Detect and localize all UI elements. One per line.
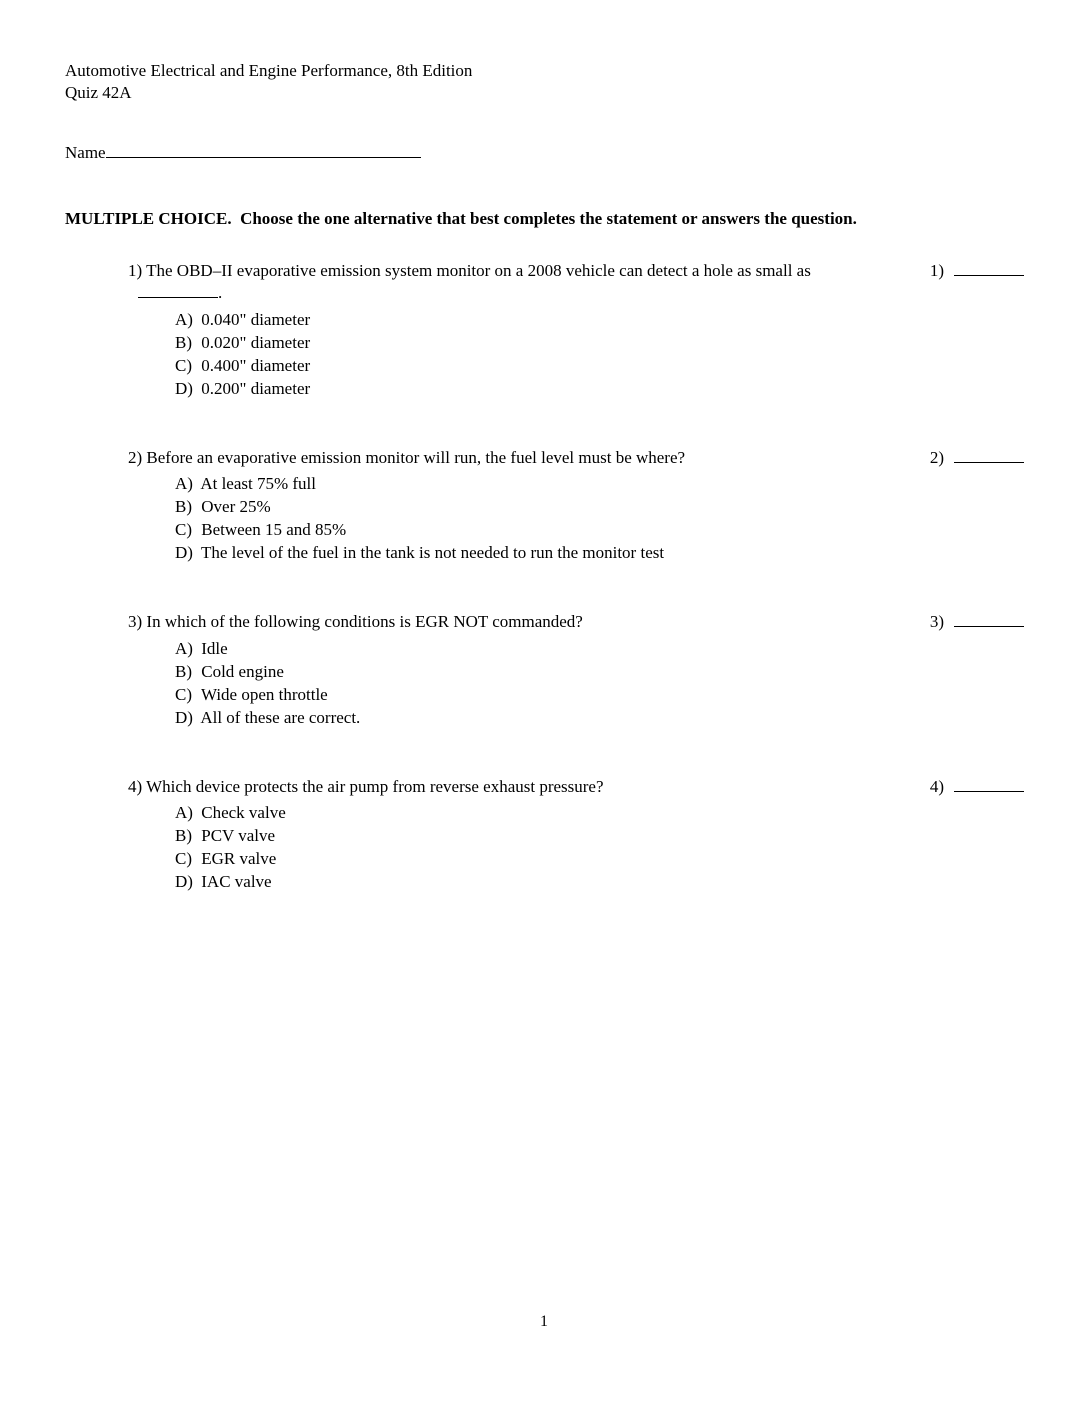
question-2-answer-blank (910, 447, 1024, 470)
question-4 (128, 776, 1024, 893)
choice-b (175, 495, 910, 518)
choice-b (175, 331, 910, 354)
choice-c (175, 354, 910, 377)
question-4-main (128, 776, 910, 893)
quiz-title: Quiz 42A (65, 83, 132, 103)
choice-label: C) (175, 355, 192, 375)
choice-text: Wide open throttle (200, 684, 328, 704)
choice-text: EGR valve (201, 849, 277, 869)
choice-label: D) (175, 707, 193, 727)
choice-label: C) (175, 520, 192, 540)
question-3-choices (175, 637, 910, 729)
answer-number: 4) (929, 776, 944, 796)
answer-number: 2) (929, 448, 944, 468)
choice-label: B) (175, 332, 192, 352)
answer-line (954, 447, 1024, 463)
page-number: 1 (540, 1312, 548, 1330)
question-4-answer-blank (910, 776, 1024, 799)
choice-a (175, 801, 910, 824)
question-2-text (128, 447, 910, 469)
choice-label: A) (175, 638, 193, 658)
question-stem: Which device protects the air pump from reverse exhaust pressure? (146, 776, 604, 796)
question-1-text (128, 260, 910, 282)
choice-text: Check valve (201, 803, 286, 823)
choice-text: 0.400" diameter (201, 355, 311, 375)
choice-label: D) (175, 872, 193, 892)
fill-blank-line (138, 282, 218, 298)
choice-label: D) (175, 378, 193, 398)
choice-c (175, 847, 910, 870)
question-stem: Before an evaporative emission monitor will run, the fuel level must be where? (146, 447, 686, 467)
choice-a (175, 637, 910, 660)
answer-line (954, 611, 1024, 627)
choice-text: At least 75% full (200, 474, 316, 494)
questions-list (128, 260, 1024, 893)
question-2-choices (175, 472, 910, 564)
question-number: 1) (128, 260, 143, 280)
choice-label: C) (175, 849, 192, 869)
choice-a (175, 472, 910, 495)
name-fill-line (106, 142, 421, 158)
blank-suffix: . (218, 283, 223, 303)
choice-label: D) (175, 543, 193, 563)
question-stem: The OBD–II evaporative emission system monitor on a 2008 vehicle can detect a hole as small as (146, 260, 811, 280)
choice-label: A) (175, 803, 193, 823)
choice-b (175, 660, 910, 683)
choice-text: 0.040" diameter (201, 309, 311, 329)
question-stem: In which of the following conditions is EGR NOT commanded? (146, 612, 583, 632)
section-heading: MULTIPLE CHOICE. Choose the one alternative that best completes the statement or answers the question. (65, 209, 857, 229)
answer-line (954, 776, 1024, 792)
choice-a (175, 308, 910, 331)
question-3-answer-blank (910, 611, 1024, 634)
choice-c (175, 683, 910, 706)
choice-text: Between 15 and 85% (201, 520, 347, 540)
choice-text: Cold engine (201, 661, 284, 681)
question-4-text (128, 776, 910, 798)
choice-text: 0.200" diameter (201, 378, 311, 398)
question-1 (128, 260, 1024, 400)
question-number: 4) (128, 776, 143, 796)
choice-label: A) (175, 309, 193, 329)
choice-text: PCV valve (201, 826, 276, 846)
question-number: 3) (128, 612, 143, 632)
question-4-choices (175, 801, 910, 893)
choice-d (175, 541, 910, 564)
choice-label: B) (175, 661, 192, 681)
question-1-answer-blank (910, 260, 1024, 283)
question-3-main (128, 611, 910, 728)
question-2-main (128, 447, 910, 564)
choice-label: C) (175, 684, 192, 704)
choice-d (175, 706, 910, 729)
question-1-fill-blank (138, 282, 910, 305)
question-1-choices (175, 308, 910, 400)
choice-d (175, 870, 910, 893)
question-3 (128, 611, 1024, 728)
choice-d (175, 377, 910, 400)
choice-text: All of these are correct. (200, 707, 361, 727)
answer-number: 3) (929, 612, 944, 632)
answer-line (954, 260, 1024, 276)
choice-text: 0.020" diameter (201, 332, 311, 352)
question-1-main (128, 260, 910, 400)
choice-text: Over 25% (201, 497, 271, 517)
choice-label: A) (175, 474, 193, 494)
name-label: Name (65, 143, 106, 163)
choice-label: B) (175, 497, 192, 517)
document-title: Automotive Electrical and Engine Performance, 8th Edition (65, 61, 473, 80)
name-row (65, 142, 1024, 165)
question-3-text (128, 611, 910, 633)
choice-text: Idle (201, 638, 228, 658)
choice-c (175, 518, 910, 541)
document-header (65, 60, 1024, 105)
question-number: 2) (128, 447, 143, 467)
choice-text: IAC valve (201, 872, 272, 892)
choice-label: B) (175, 826, 192, 846)
answer-number: 1) (929, 261, 944, 281)
choice-text: The level of the fuel in the tank is not needed to run the monitor test (200, 543, 665, 563)
question-2 (128, 447, 1024, 564)
choice-b (175, 824, 910, 847)
